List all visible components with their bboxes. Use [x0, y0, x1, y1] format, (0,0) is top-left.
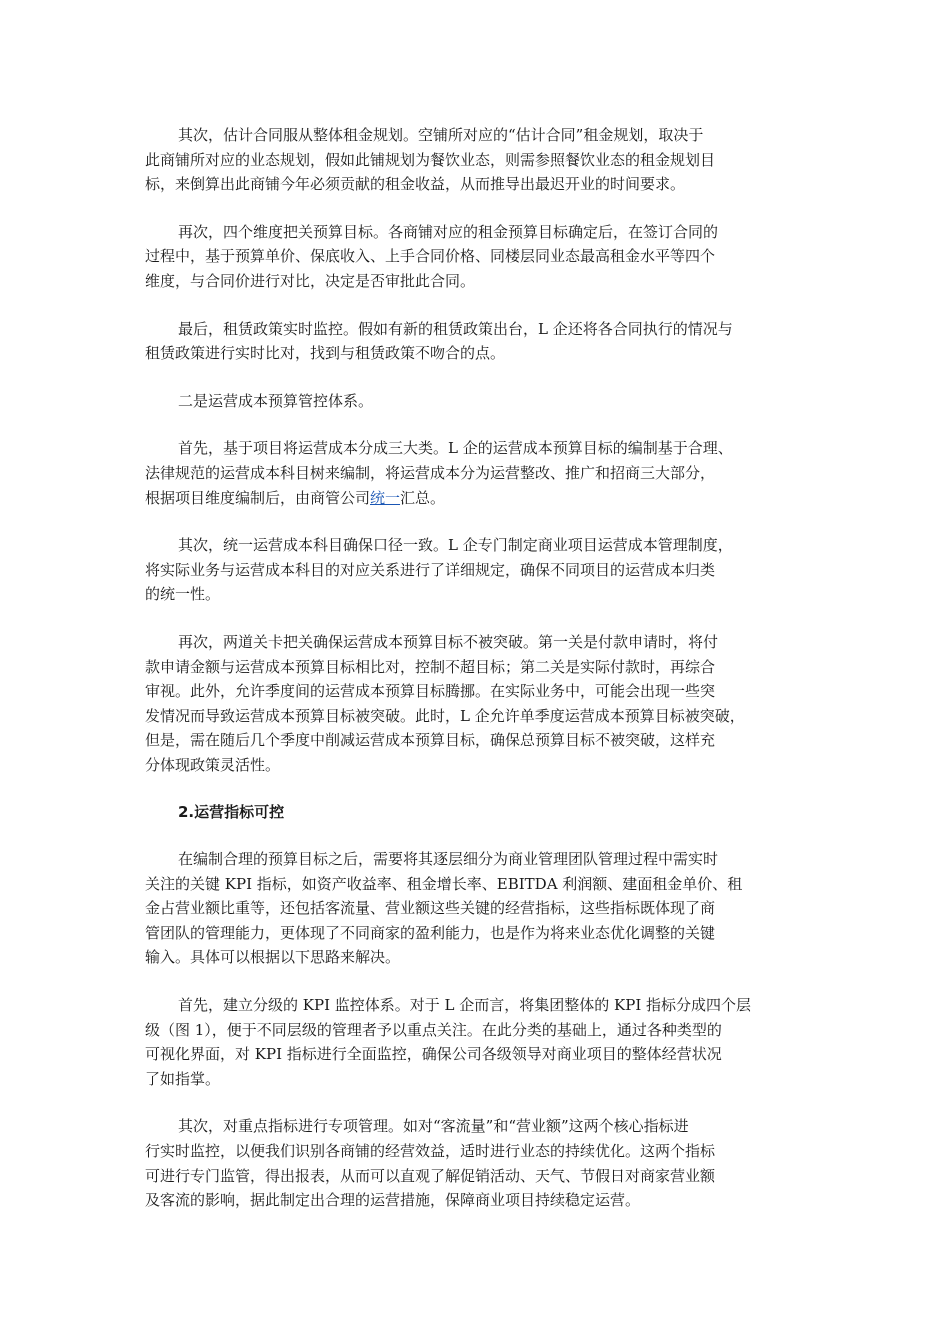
text-line: 可视化界面，对 KPI 指标进行全面监控，确保公司各级领导对商业项目的整体经营状况 — [145, 1045, 722, 1064]
section-heading: 2.运营指标可控 — [178, 803, 285, 822]
text-line: 首先，基于项目将运营成本分成三大类。L 企的运营成本预算目标的编制基于合理、 — [178, 439, 733, 458]
paragraph-kpi-indicators — [145, 847, 805, 970]
text-line: 最后，租赁政策实时监控。假如有新的租赁政策出台，L 企还将各合同执行的情况与 — [178, 319, 733, 338]
text-line: 的统一性。 — [145, 585, 221, 604]
text-line: 行实时监控，以便我们识别各商铺的经营效益，适时进行业态的持续优化。这两个指标 — [145, 1142, 716, 1160]
paragraph-key-indicators — [145, 1114, 805, 1212]
text-line: 此商铺所对应的业态规划，假如此铺规划为餐饮业态，则需参照餐饮业态的租金规划目 — [145, 150, 716, 169]
text-line: 过程中，基于预算单价、保底收入、上手合同价格、同楼层同业态最高租金水平等四个 — [145, 247, 716, 266]
text-line: 租赁政策进行实时比对，找到与租赁政策不吻合的点。 — [145, 344, 506, 363]
text-line: 将实际业务与运营成本科目的对应关系进行了详细规定，确保不同项目的运营成本归类 — [145, 560, 716, 579]
text-line: 二是运营成本预算管控体系。 — [178, 391, 374, 410]
text-line: 可进行专门监管，得出报表，从而可以直观了解促销活动、天气、节假日对商家营业额 — [145, 1166, 716, 1185]
text-line — [145, 486, 805, 511]
paragraph-unified-accounts — [145, 533, 805, 607]
paragraph-cost-budget-system — [145, 389, 805, 414]
text-line: 标，来倒算出此商铺今年必须贡献的租金收益，从而推导出最迟开业的时间要求。 — [145, 175, 686, 194]
text-line: 款申请金额与运营成本预算目标相比对，控制不超目标；第二关是实际付款时，再综合 — [145, 657, 716, 676]
text-line: 了如指掌。 — [145, 1069, 221, 1088]
paragraph-kpi-hierarchy — [145, 993, 805, 1091]
text-line: 法律规范的运营成本科目树来编制，将运营成本分为运营整改、推广和招商三大部分， — [145, 463, 716, 482]
text-line: 金占营业额比重等，还包括客流量、营业额这些关键的经营指标，这些指标既体现了商 — [145, 899, 716, 918]
article-body — [145, 123, 805, 1236]
paragraph-three-categories — [145, 436, 805, 510]
text-line: 再次，四个维度把关预算目标。各商铺对应的租金预算目标确定后，在签订合同的 — [178, 222, 719, 241]
text-line: 及客流的影响，据此制定出合理的运营措施，保障商业项目持续稳定运营。 — [145, 1191, 641, 1210]
text-line: 审视。此外，允许季度间的运营成本预算目标腾挪。在实际业务中，可能会出现一些突 — [145, 682, 716, 701]
text-segment: 汇总。 — [400, 488, 446, 507]
text-line: 再次，两道关卡把关确保运营成本预算目标不被突破。第一关是付款申请时，将付 — [178, 632, 719, 651]
paragraph-two-checkpoints — [145, 630, 805, 778]
text-line: 维度，与合同价进行对比，决定是否审批此合同。 — [145, 271, 476, 290]
paragraph-contract-estimate — [145, 123, 805, 197]
text-line: 管团队的管理能力，更体现了不同商家的盈利能力，也是作为将来业态优化调整的关键 — [145, 923, 716, 942]
text-segment: 根据项目维度编制后，由商管公司 — [145, 488, 371, 507]
text-line: 在编制合理的预算目标之后，需要将其逐层细分为商业管理团队管理过程中需实时 — [178, 850, 719, 869]
text-line: 首先，建立分级的 KPI 监控体系。对于 L 企而言，将集团整体的 KPI 指标分成四个层 — [178, 996, 752, 1015]
paragraph-four-dimensions — [145, 220, 805, 294]
paragraph-lease-policy — [145, 317, 805, 366]
text-line: 发情况而导致运营成本预算目标被突破。此时，L 企允许单季度运营成本预算目标被突破， — [145, 706, 745, 725]
text-line: 其次，对重点指标进行专项管理。如对“客流量”和“营业额”这两个核心指标进 — [178, 1117, 689, 1136]
text-line: 其次，统一运营成本科目确保口径一致。L 企专门制定商业项目运营成本管理制度， — [178, 536, 733, 555]
text-line: 分体现政策灵活性。 — [145, 755, 281, 774]
text-line: 关注的关键 KPI 指标，如资产收益率、租金增长率、EBITDA 利润额、建面租金单价、租 — [145, 874, 743, 893]
text-line: 其次，估计合同服从整体租金规划。空铺所对应的“估计合同”租金规划，取决于 — [178, 126, 704, 144]
unify-link[interactable]: 统一 — [370, 488, 401, 507]
text-line: 级（图 1），便于不同层级的管理者予以重点关注。在此分类的基础上，通过各种类型的 — [145, 1020, 722, 1039]
text-line: 但是，需在随后几个季度中削减运营成本预算目标，确保总预算目标不被突破，这样充 — [145, 731, 716, 750]
text-line: 输入。具体可以根据以下思路来解决。 — [145, 948, 401, 967]
